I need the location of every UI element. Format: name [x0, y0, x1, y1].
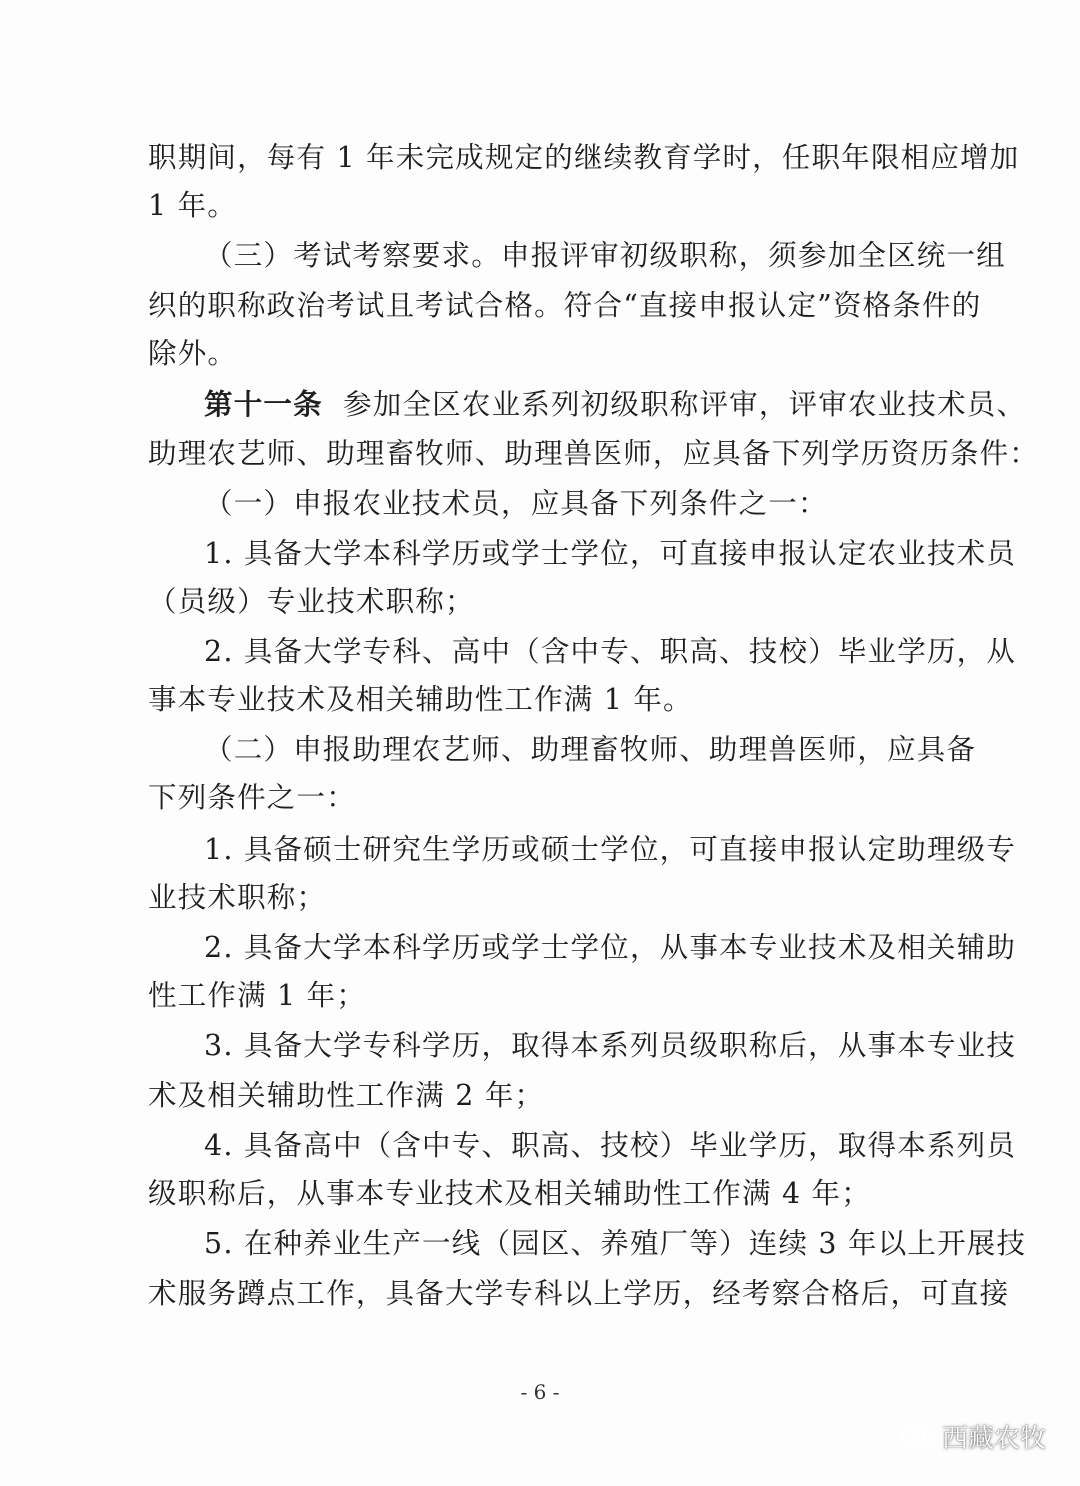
text-line: 业技术职称；: [148, 881, 327, 914]
text-line: 1. 具备大学本科学历或学士学位，可直接申报认定农业技术员: [204, 537, 1017, 570]
text-line: 级职称后，从事本专业技术及相关辅助性工作满 4 年；: [148, 1177, 871, 1210]
text-line: 织的职称政治考试且考试合格。符合“直接申报认定”资格条件的: [148, 289, 982, 322]
text-line: 术及相关辅助性工作满 2 年；: [148, 1079, 545, 1112]
text-line: 除外。: [148, 337, 238, 370]
page-number: - 6 -: [520, 1380, 560, 1404]
wechat-icon: [900, 1423, 934, 1451]
text-line: 4. 具备高中（含中专、职高、技校）毕业学历，取得本系列员: [204, 1129, 1017, 1162]
text-line: 性工作满 1 年；: [148, 979, 367, 1012]
text-line: 1. 具备硕士研究生学历或硕士学位，可直接申报认定助理级专: [204, 833, 1017, 866]
text-line: 1 年。: [148, 189, 237, 222]
text-line: （二）申报助理农艺师、助理畜牧师、助理兽医师，应具备: [204, 733, 977, 766]
wechat-watermark: [900, 1418, 1046, 1455]
text-line: 事本专业技术及相关辅助性工作满 1 年。: [148, 683, 693, 716]
text-line: 2. 具备大学专科、高中（含中专、职高、技校）毕业学历，从: [204, 635, 1017, 668]
text-line: （三）考试考察要求。申报评审初级职称，须参加全区统一组: [204, 239, 1006, 272]
text-line: 下列条件之一：: [148, 781, 356, 814]
text-line: 职期间，每有 1 年未完成规定的继续教育学时，任职年限相应增加: [148, 141, 1020, 174]
text-line: （一）申报农业技术员，应具备下列条件之一：: [204, 487, 828, 520]
text-line: 助理农艺师、助理畜牧师、助理兽医师，应具备下列学历资历条件：: [148, 437, 1040, 470]
article-heading-line: [204, 384, 1026, 425]
text-line: （员级）专业技术职称；: [148, 585, 475, 618]
text-line: 5. 在种养业生产一线（园区、养殖厂等）连续 3 年以上开展技: [204, 1227, 1027, 1260]
text-line: 2. 具备大学本科学历或学士学位，从事本专业技术及相关辅助: [204, 931, 1017, 964]
text-line: 3. 具备大学专科学历，取得本系列员级职称后，从事本专业技: [204, 1029, 1017, 1062]
article-text: 参加全区农业系列初级职称评审，评审农业技术员、: [343, 388, 1027, 421]
text-line: 术服务蹲点工作，具备大学专科以上学历，经考察合格后，可直接: [148, 1277, 1010, 1310]
article-heading: 第十一条: [204, 387, 323, 421]
watermark-text: 西藏农牧: [941, 1424, 1046, 1454]
